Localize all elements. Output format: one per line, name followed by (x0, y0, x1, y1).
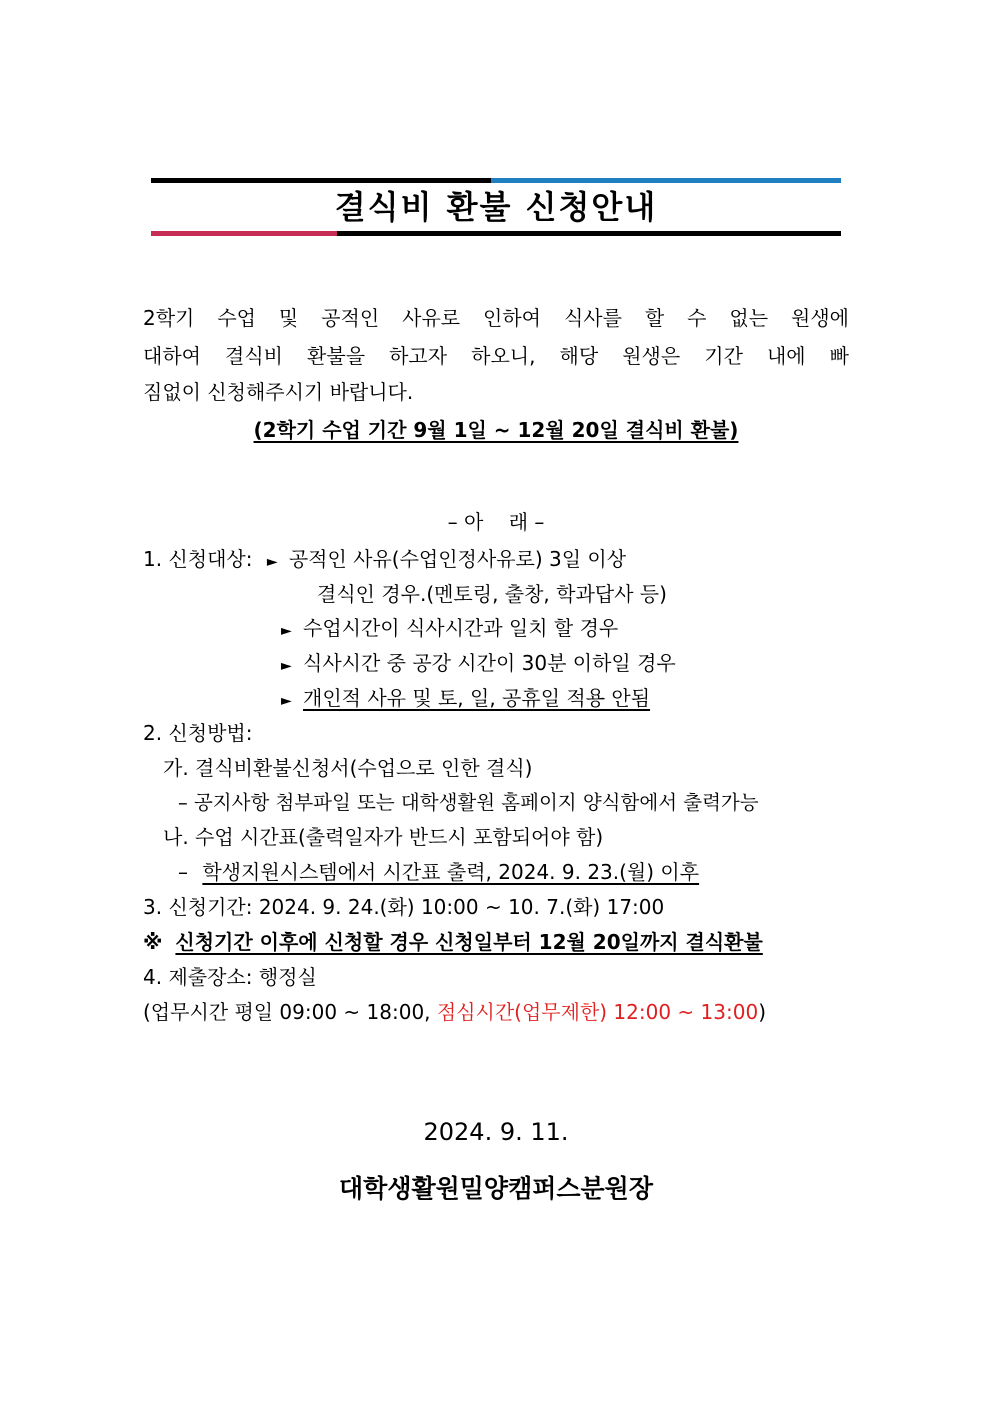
target-row-1 (143, 545, 626, 576)
arrow-bullet-icon: ► (281, 623, 292, 639)
period-note-text: (2학기 수업 기간 9월 1일 ~ 12월 20일 결식비 환불) (253, 418, 739, 442)
target-row-2 (281, 614, 618, 645)
arrow-bullet-icon: ► (266, 554, 278, 570)
title-bottom-rule-red (151, 231, 337, 236)
office-hours-prefix: (업무시간 평일 09:00 ~ 18:00, (143, 1000, 437, 1024)
method-item-a-note: – 공지사항 첨부파일 또는 대학생활원 홈페이지 양식함에서 출력가능 (178, 791, 759, 814)
office-hours-suffix: ) (758, 1000, 766, 1024)
intro-line-1: 2학기 수업 및 공적인 사유로 인하여 식사를 할 수 없는 원생에 (143, 306, 849, 330)
target-item-4: 개인적 사유 및 토, 일, 공휴일 적용 안됨 (303, 686, 651, 710)
target-item-3: 식사시간 중 공강 시간이 30분 이하일 경우 (303, 651, 676, 675)
arrow-bullet-icon: ► (281, 693, 292, 709)
target-label: 1. 신청대상: (143, 547, 253, 571)
dash-bullet: – (178, 860, 188, 884)
method-label: 2. 신청방법: (143, 721, 253, 745)
warning-row (143, 928, 763, 956)
target-item-1b: 결식인 경우.(멘토링, 출창, 학과답사 등) (317, 582, 667, 606)
target-item-2: 수업시간이 식사시간과 일치 할 경우 (303, 616, 619, 640)
title-top-rule-black (151, 178, 491, 183)
application-period: 3. 신청기간: 2024. 9. 24.(화) 10:00 ~ 10. 7.(화) 17:00 (143, 895, 665, 919)
title-bottom-rule-black (337, 231, 841, 236)
title-banner (151, 178, 841, 238)
intro-line-3: 짐없이 신청해주시기 바랍니다. (143, 380, 414, 404)
target-row-4 (281, 684, 650, 715)
arrow-bullet-icon: ► (281, 658, 292, 674)
target-row-3 (281, 649, 676, 680)
method-item-b: 나. 수업 시간표(출력일자가 반드시 포함되어야 함) (163, 825, 604, 849)
notice-date: 2024. 9. 11. (423, 1118, 569, 1146)
target-item-1a: 공적인 사유(수업인정사유로) 3일 이상 (288, 547, 627, 571)
office-hours (143, 998, 766, 1026)
reference-mark-icon: ※ (143, 930, 163, 954)
submission-place: 4. 제출장소: 행정실 (143, 965, 317, 989)
method-item-a: 가. 결식비환불신청서(수업으로 인한 결식) (163, 756, 533, 780)
method-item-b-note: 학생지원시스템에서 시간표 출력, 2024. 9. 23.(월) 이후 (202, 860, 700, 884)
period-note (143, 416, 849, 444)
section-heading: – 아 래 – (447, 510, 545, 534)
title-top-rule-blue (491, 178, 841, 183)
page-title: 결식비 환불 신청안내 (334, 188, 658, 226)
issuer-name: 대학생활원밀양캠퍼스분원장 (339, 1174, 653, 1203)
intro-line-2: 대하여 결식비 환불을 하고자 하오니, 해당 원생은 기간 내에 빠 (143, 344, 849, 368)
warning-text: 신청기간 이후에 신청할 경우 신청일부터 12월 20일까지 결식환불 (175, 930, 763, 954)
lunch-hours: 점심시간(업무제한) 12:00 ~ 13:00 (436, 1000, 759, 1024)
method-item-b-note-row (178, 858, 699, 886)
